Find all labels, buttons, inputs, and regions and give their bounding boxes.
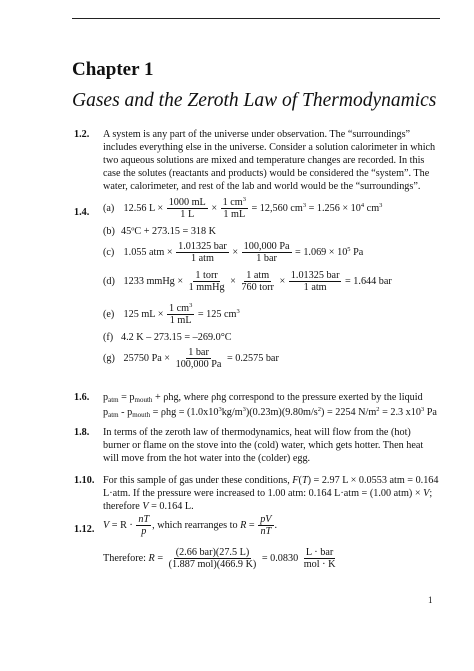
fraction: $\frac{100,000 Pa}{\text{1 bar}}$: [243, 241, 290, 264]
part-b: (b) 45ºC + 273.15 = 318 K: [103, 226, 217, 237]
chapter-title: Gases and the Zeroth Law of Thermodynamics: [72, 90, 437, 111]
page-number: 1: [428, 595, 433, 605]
part-a: (a) 12.56 L × $\frac{1000 mL}{1 L}$ × $\frac{1 cm^3}{1 mL}$ = 12,560 $cm^3 = 1.256 \times 10^4$ $cm^3$: [103, 196, 383, 220]
fraction: $\frac{\text{1 bar}}{100,000 Pa}$: [175, 347, 222, 370]
problem-number: 1.2.: [74, 129, 90, 140]
problem-number: 1.6.: [74, 392, 90, 403]
equation-line: Therefore: R = $\frac{\text{(2.66 bar)(27.5 L)}}{\text{(1.887 mol)(466.9 K)}}$ = 0.0830 $\frac{\text{L · bar}}{\text{mol · K}}$: [103, 547, 336, 570]
part-g: (g) 25750 Pa × $\frac{\text{1 bar}}{100,000 Pa}$ = 0.2575 bar: [103, 347, 279, 370]
fraction: $\frac{\text{1 torr}}{\text{1 mmHg}}$: [188, 270, 225, 293]
fraction: $\frac{1 cm^3}{1 mL}$: [168, 302, 193, 326]
problem-number: 1.4.: [74, 207, 90, 218]
part-c: (c) 1.055 atm × $\frac{\text{1.01325 bar}}{\text{1 atm}}$ × $\frac{100,000 Pa}{\text{1 bar}}$ = $1.069 \times 10^5$ Pa: [103, 241, 364, 264]
problem-number: 1.8.: [74, 427, 90, 438]
fraction: $\frac{\text{1 atm}}{\text{760 torr}}$: [241, 270, 274, 293]
problem-text: In terms of the zeroth law of thermodynamics, heat will flow from the (hot) burner or flame on the stove into the (cold) water, which gets hotter. Then heat will move from the hot water into the (colder) egg.: [103, 427, 424, 464]
part-f: (f) 4.2 K – 273.15 = –269.0°C: [103, 332, 232, 343]
problem-text: A system is any part of the universe under observation. The “surroundings” includes everything else in the universe. Consider a solution calorimeter in which two aqueous solutions are mixed and temperature changes are recorded. In this case the solutes (reactants and products) would be considered the “system”. The water, calorimeter, and rest of the lab and world would be the “surroundings”.: [103, 129, 436, 192]
header-rule: [72, 18, 440, 19]
fraction: $\frac{1 cm^3}{1 mL}$: [222, 196, 246, 220]
problem-number: 1.10.: [74, 475, 95, 486]
equation-line: patm - pmouth = $\rho hg = (1.0x10^3kg/m^3)(0.23m)(9.80m/s^2) = 2254$ $N/m^2 = 2.3$ $x10^3$ Pa: [103, 406, 437, 419]
fraction: $\frac{\text{L · bar}}{\text{mol · K}}$: [303, 547, 336, 570]
fraction: $\frac{\text{1.01325 bar}}{\text{1 atm}}$: [178, 241, 227, 264]
equation-line: V = R · $\frac{nT}{p}$ , which rearranges to R = $\frac{pV}{nT}$ .: [103, 514, 278, 537]
problem-number: 1.12.: [74, 524, 95, 535]
chapter-heading: Chapter 1: [72, 59, 154, 80]
fraction: $\frac{nT}{p}$: [138, 514, 150, 537]
fraction: $\frac{\text{1.01325 bar}}{\text{1 atm}}$: [290, 270, 340, 293]
fraction: $\frac{pV}{nT}$: [260, 514, 272, 537]
equation-line: patm = pmouth + ρhg, where ρhg correspond to the pressure exerted by the liquid: [103, 392, 423, 404]
problem-text: For this sample of gas under these conditions, F(T) = 2.97 L × 0.0553 atm = 0.164 L·atm. If the pressure were increased to 1.00 atm: 0.164 L·atm = (1.00 atm) × V; therefore V = 0.164 L.: [103, 475, 439, 512]
fraction: $\frac{\text{(2.66 bar)(27.5 L)}}{\text{(1.887 mol)(466.9 K)}}$: [168, 547, 257, 570]
part-e: (e) 125 mL × $\frac{1 cm^3}{1 mL}$ = 125 $cm^3$: [103, 302, 240, 326]
fraction: $\frac{1000 mL}{1 L}$: [168, 197, 206, 220]
part-d: (d) 1233 mmHg × $\frac{\text{1 torr}}{\text{1 mmHg}}$ × $\frac{\text{1 atm}}{\text{760 torr}}$ × $\frac{\text{1.01325 bar}}{\text{1 atm}}$ = 1.644 bar: [103, 270, 392, 293]
